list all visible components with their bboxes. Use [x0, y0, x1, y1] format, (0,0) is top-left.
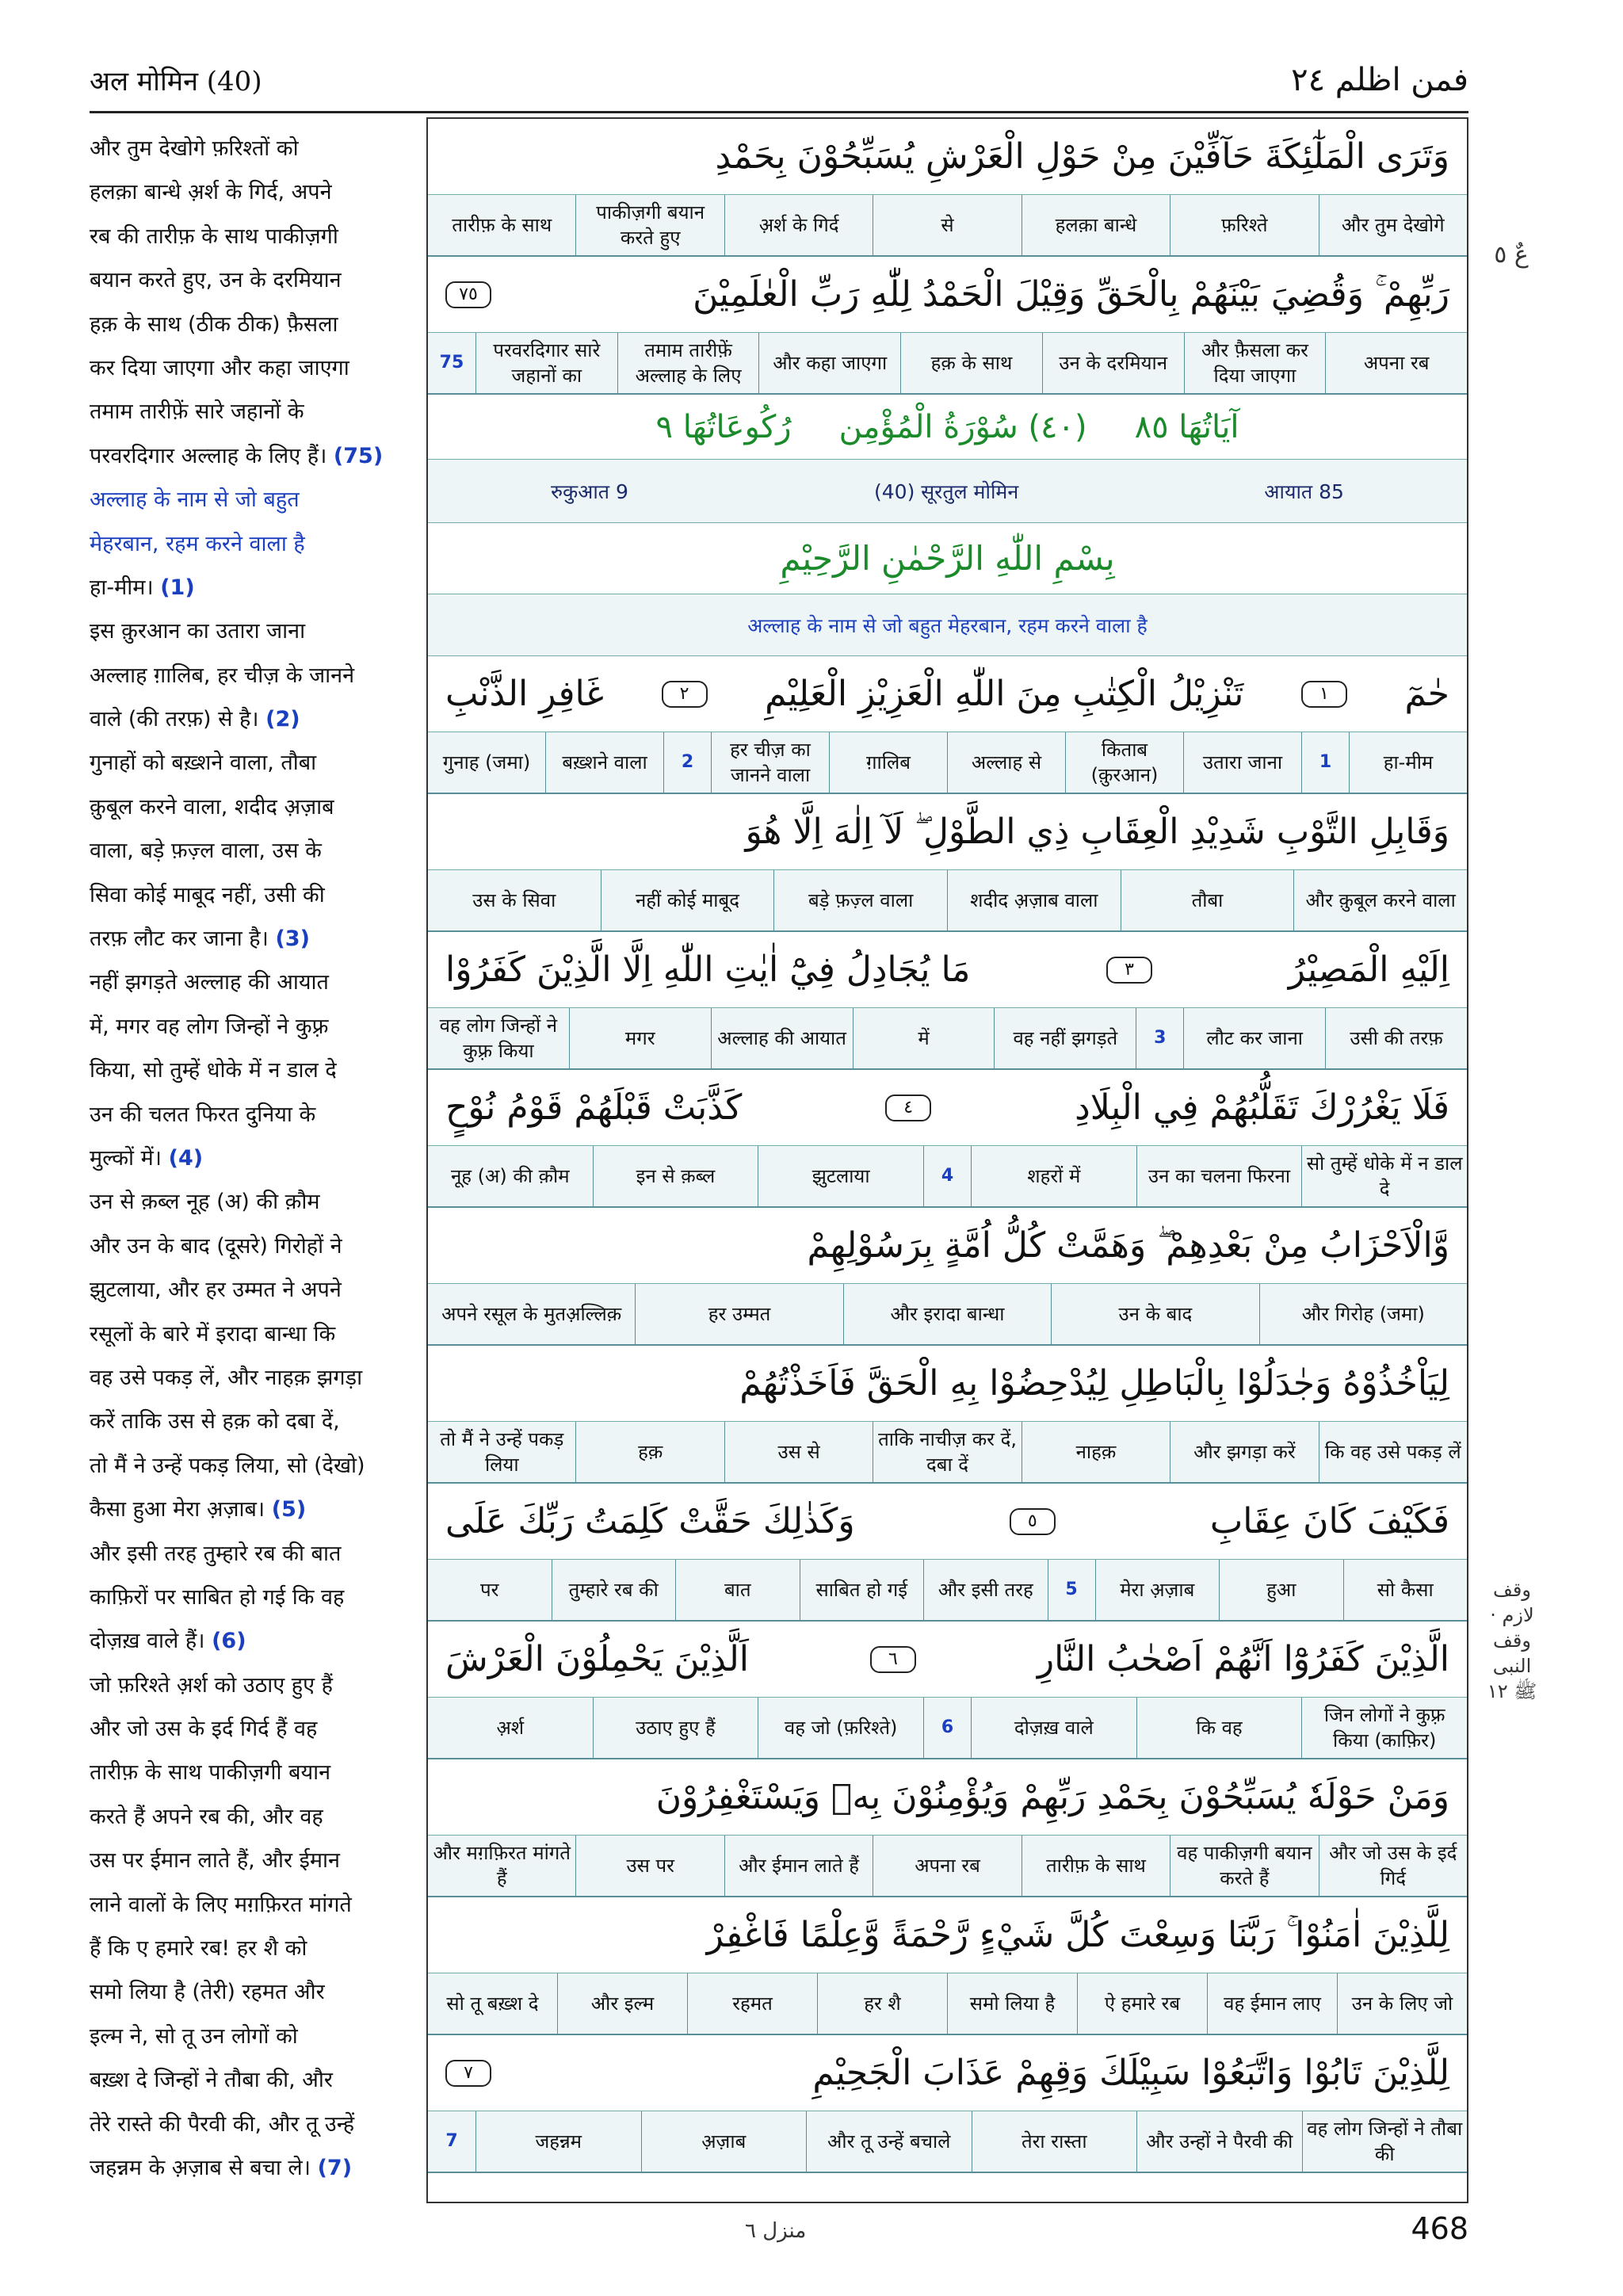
- word-meaning-cell: फ़रिश्ते: [1170, 195, 1318, 255]
- word-meaning-cell: उन के दरमियान: [1042, 333, 1184, 393]
- translation-text: और तुम देखोगे फ़रिश्तों को: [90, 136, 299, 161]
- word-meaning-cell: और क़ुबूल करने वाला: [1293, 870, 1467, 930]
- translation-grid-row: [428, 1422, 1467, 1484]
- arabic-text: حٰمٓ: [1404, 674, 1449, 714]
- translation-text: काफ़िरों पर साबित हो गई कि वह: [90, 1584, 345, 1610]
- arabic-text: فَلَا يَغْرُرْكَ تَقَلُّبُهُمْ فِي الْبِلَادِ: [1075, 1087, 1449, 1128]
- bismillah: بِسْمِ اللّٰهِ الرَّحْمٰنِ الرَّحِيْمِ: [428, 523, 1467, 594]
- word-meaning-cell: तो मैं ने उन्हें पकड़ लिया: [440, 1428, 564, 1476]
- word-meaning-cell: अ़र्श के गिर्द: [724, 195, 873, 255]
- word-meaning-cell: उन के लिए जो: [1337, 1973, 1467, 2034]
- waqf-marker: وقف لازم · وقف النبی ﷺ ١٢: [1487, 1579, 1537, 1702]
- translation-text: हक़ के साथ (ठीक ठीक) फ़ैसला: [90, 311, 338, 337]
- word-meaning-cell: अपना रब: [873, 1836, 1021, 1896]
- translation-text: नहीं झगड़ते अल्लाह की आयात: [90, 970, 329, 995]
- translation-line: [90, 829, 422, 873]
- translation-line: [90, 697, 422, 741]
- word-meaning-cell: उस पर: [575, 1836, 724, 1896]
- word-meaning-cell: और मग़फ़िरत मांगते हैं: [433, 1842, 571, 1889]
- translation-grid-row: [428, 1698, 1467, 1759]
- word-meaning-cell: उस से: [724, 1422, 873, 1482]
- translation-line: [90, 1312, 422, 1356]
- translation-text: मुल्कों में।: [90, 1145, 162, 1171]
- translation-line: [90, 215, 422, 258]
- translation-text: तरफ़ लौट कर जाना है।: [90, 926, 269, 952]
- word-meaning-cell: और इसी तरह: [923, 1560, 1048, 1620]
- translation-text: उन से क़ब्ल नूह (अ) की क़ौम: [90, 1190, 320, 1215]
- arabic-text: وَمَنْ حَوْلَهٗ يُسَبِّحُوْنَ بِحَمْدِ رَبِّهِمْ وَيُؤْمِنُوْنَ بِهٖ وَيَسْتَغْفِرُوْنَ: [655, 1777, 1449, 1817]
- arabic-text: وَتَرَى الْمَلٰٓئِكَةَ حَآفِّيْنَ مِنْ حَوْلِ الْعَرْشِ يُسَبِّحُوْنَ بِحَمْدِ: [715, 136, 1449, 177]
- word-meaning-cell: उठाए हुए हैं: [593, 1698, 758, 1758]
- translation-text: और इसी तरह तुम्हारे रब की बात: [90, 1541, 342, 1566]
- word-meaning-cell: साबित हो गई: [800, 1560, 924, 1620]
- arabic-text: فَكَيْفَ كَانَ عِقَابِ: [1209, 1501, 1449, 1541]
- word-meaning-cell: हलक़ा बान्धे: [1022, 195, 1170, 255]
- word-meaning-cell: और फ़ैसला कर दिया जाएगा: [1184, 333, 1326, 393]
- word-meaning-cell: समो लिया है: [947, 1973, 1077, 2034]
- word-meaning-cell: और इल्म: [557, 1973, 687, 2034]
- arabic-text: كَذَّبَتْ قَبْلَهُمْ قَوْمُ نُوْحٍ: [445, 1087, 743, 1128]
- translation-line: [90, 1005, 422, 1049]
- translation-text: दोज़ख़ वाले हैं।: [90, 1629, 205, 1654]
- translation-text: करते हैं अपने रब की, और वह: [90, 1804, 323, 1829]
- word-meaning-cell: झुटलाया: [758, 1146, 923, 1206]
- translation-text: बख़्श दे जिन्हों ने तौबा की, और: [90, 2068, 333, 2093]
- word-meaning-cell: तमाम तारीफ़ें अल्लाह के लिए: [617, 333, 759, 393]
- surah-ayat-count: آيَاتُهَا ٨٥: [1134, 408, 1239, 445]
- word-meaning-cell: अ़ज़ाब: [641, 2111, 807, 2172]
- translation-line: [90, 1488, 422, 1531]
- translation-text: सिवा कोई माबूद नहीं, उसी की: [90, 882, 325, 907]
- translation-line: [90, 1268, 422, 1312]
- word-meaning-cell: हुआ: [1219, 1560, 1343, 1620]
- translation-line: [90, 1707, 422, 1751]
- translation-text: करें ताकि उस से हक़ को दबा दें,: [90, 1409, 340, 1435]
- translation-line: [90, 2058, 422, 2102]
- arabic-line: [428, 1070, 1467, 1146]
- translation-text: झुटलाया, और हर उम्मत ने अपने: [90, 1278, 342, 1303]
- translation-line: [90, 346, 422, 390]
- arabic-text: لِلَّذِيْنَ اٰمَنُوْا ۚ رَبَّنَا وَسِعْتَ كُلَّ شَيْءٍ رَّحْمَةً وَّعِلْمًا فَاغْفِرْ: [706, 1915, 1449, 1955]
- ayah-number: (4): [168, 1145, 204, 1171]
- translation-text: गुनाहों को बख़्शने वाला, तौबा: [90, 751, 317, 776]
- translation-text: जहन्नम के अ़ज़ाब से बचा ले।: [90, 2155, 311, 2180]
- word-meaning-cell: और तू उन्हें बचाले: [806, 2111, 972, 2172]
- surah-ruku-info: रुकुआत 9: [551, 479, 628, 503]
- arabic-line: [428, 2035, 1467, 2111]
- arabic-line: [428, 1897, 1467, 1973]
- ayah-end-marker: ١: [1301, 681, 1347, 708]
- translation-text: जो फ़रिश्ते अ़र्श को उठाए हुए हैं: [90, 1672, 333, 1698]
- translation-text: हा-मीम।: [90, 575, 154, 600]
- ayah-end-marker: ٥: [1010, 1508, 1056, 1535]
- translation-grid-row: [428, 1836, 1467, 1897]
- word-meaning-cell: वह पाकीज़गी बयान करते हैं: [1170, 1836, 1318, 1896]
- word-meaning-cell: से: [873, 195, 1021, 255]
- translation-text: किया, सो तुम्हें धोके में न डाल दे: [90, 1058, 337, 1083]
- translation-text: क़ुबूल करने वाला, शदीद अ़ज़ाब: [90, 794, 334, 819]
- word-meaning-cell: लौट कर जाना: [1183, 1008, 1325, 1068]
- arabic-line: [428, 1346, 1467, 1422]
- word-meaning-cell: बख़्शने वाला: [545, 732, 663, 793]
- translation-line: [90, 1883, 422, 1927]
- translation-line: [90, 1664, 422, 1707]
- word-meaning-cell: ऐ हमारे रब: [1077, 1973, 1207, 2034]
- word-meaning-cell: और इरादा बान्धा: [843, 1284, 1051, 1344]
- ayah-number-cell: 7: [445, 2131, 458, 2151]
- word-meaning-cell: उसी की तरफ़: [1325, 1008, 1467, 1068]
- word-meaning-cell: और तुम देखोगे: [1319, 195, 1467, 255]
- arabic-text: وَّالْاَحْزَابُ مِنْ بَعْدِهِمْ ۖ وَهَمَّتْ كُلُّ اُمَّةٍ بِرَسُوْلِهِمْ: [807, 1225, 1449, 1266]
- translation-text: हलक़ा बान्धे अ़र्श के गिर्द, अपने: [90, 180, 332, 205]
- ruku-marker: عٌ ٥: [1494, 241, 1529, 269]
- ayah-number: (6): [212, 1629, 246, 1654]
- ayah-number-cell: 2: [663, 732, 711, 793]
- translation-text: इल्म ने, सो तू उन लोगों को: [90, 2023, 298, 2049]
- ayah-number: (5): [271, 1497, 307, 1522]
- word-meaning-cell: और ईमान लाते हैं: [724, 1836, 873, 1896]
- translation-line: [90, 1093, 422, 1137]
- word-meaning-cell: उतारा जाना: [1183, 732, 1301, 793]
- translation-column: [90, 127, 422, 2203]
- translation-line: [90, 1576, 422, 1619]
- translation-line: [90, 1927, 422, 1970]
- translation-text: रसूलों के बारे में इरादा बान्धा कि: [90, 1321, 336, 1347]
- translation-line: [90, 478, 422, 521]
- ayah-number-cell: 3: [1136, 1008, 1183, 1068]
- word-meaning-cell: मगर: [569, 1008, 711, 1068]
- word-meaning-cell: गुनाह (जमा): [442, 751, 531, 774]
- translation-line: [90, 1049, 422, 1092]
- translation-grid-row: [428, 2111, 1467, 2173]
- header-juz-name: فمن اظلم ٢٤: [1291, 62, 1468, 98]
- translation-grid-row: [428, 1560, 1467, 1622]
- translation-line: [90, 1751, 422, 1794]
- arabic-text: وَكَذٰلِكَ حَقَّتْ كَلِمَتُ رَبِّكَ عَلَى: [445, 1501, 855, 1541]
- word-meaning-cell: कि वह उसे पकड़ लें: [1319, 1422, 1467, 1482]
- word-meaning-cell: तारीफ़ के साथ: [452, 214, 552, 236]
- word-meaning-cell: नूह (अ) की क़ौम: [450, 1165, 570, 1187]
- arabic-line: [428, 1208, 1467, 1284]
- word-meaning-cell: तुम्हारे रब की: [552, 1560, 676, 1620]
- translation-text: रब की तारीफ़ के साथ पाकीज़गी: [90, 223, 338, 249]
- arabic-text: لِلَّذِيْنَ تَابُوْا وَاتَّبَعُوْا سَبِيْلَكَ وَقِهِمْ عَذَابَ الْجَحِيْمِ: [812, 2053, 1449, 2093]
- word-meaning-cell: किताब (क़ुरआन): [1065, 732, 1183, 793]
- word-meaning-cell: हर उम्मत: [635, 1284, 842, 1344]
- arabic-line: [428, 1622, 1467, 1698]
- arabic-text: رَبِّهِمْ ۚ وَقُضِيَ بَيْنَهُمْ بِالْحَقِّ وَقِيْلَ الْحَمْدُ لِلّٰهِ رَبِّ الْعٰلَمِيْنَ: [693, 274, 1449, 315]
- word-meaning-cell: परवरदिगार सारे जहानों का: [475, 333, 617, 393]
- translation-text: वाला, बड़े फ़ज़्ल वाला, उस के: [90, 839, 322, 864]
- ayah-number: (3): [275, 926, 310, 952]
- arabic-text: وَقَابِلِ التَّوْبِ شَدِيْدِ الْعِقَابِ ذِي الطَّوْلِ ۖ لَآ اِلٰهَ اِلَّا هُوَ: [745, 812, 1449, 852]
- translation-text: तमाम तारीफ़ें सारे जहानों के: [90, 399, 304, 425]
- word-meaning-cell: जिन लोगों ने कुफ़्र किया (काफ़िर): [1301, 1698, 1467, 1758]
- ayah-number-cell: 5: [1048, 1560, 1095, 1620]
- word-meaning-cell: हक़ के साथ: [900, 333, 1042, 393]
- translation-line: [90, 1839, 422, 1882]
- surah-name-arabic: (٤٠) سُوْرَةُ الْمُؤْمِن: [838, 408, 1087, 445]
- translation-line: [90, 434, 422, 478]
- arabic-line: [428, 1759, 1467, 1836]
- surah-title-bar: [428, 395, 1467, 460]
- translation-grid-row: [428, 1146, 1467, 1208]
- translation-text: हैं कि ए हमारे रब! हर शै को: [90, 1936, 307, 1962]
- translation-text: इस क़ुरआन का उतारा जाना: [90, 619, 306, 644]
- word-meaning-cell: और उन्हों ने पैरवी की: [1136, 2111, 1302, 2172]
- word-meaning-cell: वह लोग जिन्हों ने कुफ़्र किया: [439, 1014, 558, 1062]
- arabic-line: [428, 932, 1467, 1008]
- word-meaning-cell: जहन्नम: [475, 2111, 641, 2172]
- word-meaning-cell: शदीद अ़ज़ाब वाला: [947, 870, 1121, 930]
- ayah-number: (2): [265, 707, 300, 732]
- translation-text: लाने वालों के लिए मग़फ़िरत मांगते: [90, 1892, 352, 1917]
- translation-line: [90, 1137, 422, 1180]
- arabic-text: لِيَاْخُذُوْهُ وَجٰدَلُوْا بِالْبَاطِلِ لِيُدْحِضُوْا بِهِ الْحَقَّ فَاَخَذْتُهُمْ: [739, 1363, 1449, 1404]
- word-meaning-cell: ताकि नाचीज़ कर दें, दबा दें: [873, 1422, 1021, 1482]
- translation-text: तो मैं ने उन्हें पकड़ लिया, सो (देखो): [90, 1453, 365, 1478]
- translation-text: उन की चलत फिरत दुनिया के: [90, 1102, 316, 1127]
- translation-line: [90, 2103, 422, 2146]
- word-meaning-cell: सो तू बख़्श दे: [446, 1992, 539, 2015]
- word-meaning-cell: रहमत: [687, 1973, 817, 2034]
- arabic-text: مَا يُجَادِلُ فِيْٓ اٰيٰتِ اللّٰهِ اِلَّا الَّذِيْنَ كَفَرُوْا: [445, 949, 971, 990]
- translation-grid-row: [428, 1008, 1467, 1070]
- word-meaning-cell: ग़ालिब: [829, 732, 947, 793]
- arabic-text: اَلَّذِيْنَ يَحْمِلُوْنَ الْعَرْشَ: [445, 1639, 749, 1679]
- translation-text: समो लिया है (तेरी) रहमत और: [90, 1980, 325, 2005]
- surah-ruku-count: رُكُوعَاتُهَا ٩: [655, 408, 792, 445]
- word-meaning-cell: वह जो (फ़रिश्ते): [758, 1698, 923, 1758]
- word-meaning-cell: बात: [675, 1560, 800, 1620]
- translation-text: और जो उस के इर्द गिर्द हैं वह: [90, 1717, 318, 1742]
- word-meaning-cell: तारीफ़ के साथ: [1022, 1836, 1170, 1896]
- word-meaning-cell: सो तुम्हें धोके में न डाल दे: [1301, 1146, 1467, 1206]
- translation-line: [90, 1400, 422, 1443]
- ayah-end-marker: ٤: [885, 1095, 931, 1121]
- word-meaning-cell: में: [853, 1008, 995, 1068]
- translation-text: कर दिया जाएगा और कहा जाएगा: [90, 355, 349, 380]
- translation-line: [90, 127, 422, 170]
- translation-line: [90, 961, 422, 1004]
- translation-text: और उन के बाद (दूसरे) गिरोहों ने: [90, 1233, 342, 1259]
- translation-line: [90, 873, 422, 917]
- ayah-end-marker: ٧: [445, 2060, 491, 2087]
- translation-line: [90, 258, 422, 302]
- word-meaning-cell: कि वह: [1136, 1698, 1302, 1758]
- word-meaning-cell: उन का चलना फिरना: [1136, 1146, 1302, 1206]
- ayah-number: (1): [160, 575, 195, 600]
- translation-grid-row: [428, 333, 1467, 395]
- arabic-text: غَافِرِ الذَّنْبِ: [445, 674, 604, 714]
- word-meaning-cell: अल्लाह से: [947, 732, 1065, 793]
- arabic-line: [428, 656, 1467, 732]
- word-meaning-cell: और गिरोह (जमा): [1259, 1284, 1467, 1344]
- word-meaning-cell: पाकीज़गी बयान करते हुए: [575, 195, 724, 255]
- word-meaning-cell: शहरों में: [971, 1146, 1136, 1206]
- translation-text: बयान करते हुए, उन के दरमियान: [90, 268, 342, 293]
- translation-line: [90, 1795, 422, 1839]
- ayah-number: (7): [317, 2155, 353, 2180]
- translation-text: वाले (की तरफ़) से है।: [90, 707, 259, 732]
- word-meaning-cell: दोज़ख़ वाले: [971, 1698, 1136, 1758]
- translation-line: [90, 1444, 422, 1488]
- surah-name-info: (40) सूरतुल मोमिन: [874, 479, 1019, 503]
- translation-text: उस पर ईमान लाते हैं, और ईमान: [90, 1848, 340, 1874]
- translation-line: [90, 741, 422, 785]
- ayah-number-cell: 6: [923, 1698, 971, 1758]
- translation-line: [90, 917, 422, 961]
- ayah-end-marker: ٦: [870, 1646, 916, 1673]
- word-meaning-cell: और झगड़ा करें: [1170, 1422, 1318, 1482]
- translation-text: में, मगर वह लोग जिन्हों ने कुफ़्र: [90, 1014, 329, 1039]
- word-meaning-cell: उस के सिवा: [472, 889, 556, 911]
- word-meaning-cell: सो कैसा: [1343, 1560, 1468, 1620]
- word-meaning-cell: अल्लाह की आयात: [711, 1008, 853, 1068]
- translation-grid-row: [428, 870, 1467, 932]
- word-meaning-cell: अपना रब: [1325, 333, 1467, 393]
- word-meaning-cell: अ़र्श: [496, 1717, 525, 1739]
- translation-text: अल्लाह ग़ालिब, हर चीज़ के जानने: [90, 663, 355, 688]
- word-meaning-cell: तौबा: [1121, 870, 1294, 930]
- ayah-number: (75): [333, 443, 384, 468]
- translation-grid-row: [428, 195, 1467, 257]
- word-meaning-cell: हा-मीम: [1349, 732, 1467, 793]
- translation-line: [90, 654, 422, 697]
- bismillah-translation: अल्लाह के नाम से जो बहुत मेहरबान, रहम करने वाला है: [428, 594, 1467, 656]
- translation-grid-row: [428, 1284, 1467, 1346]
- arabic-line: [428, 119, 1467, 195]
- arabic-line: [428, 257, 1467, 333]
- ayah-number-cell: 1: [1301, 732, 1349, 793]
- ayah-number-cell: 75: [439, 353, 464, 372]
- translation-text: कैसा हुआ मेरा अ़ज़ाब।: [90, 1497, 265, 1522]
- translation-grid-row: [428, 1973, 1467, 2035]
- word-meaning-cell: और जो उस के इर्द गिर्द: [1319, 1836, 1467, 1896]
- translation-line: [90, 170, 422, 214]
- translation-text: मेहरबान, रहम करने वाला है: [90, 531, 305, 556]
- surah-ayat-info: आयात 85: [1264, 479, 1344, 503]
- word-meaning-cell: बड़े फ़ज़्ल वाला: [773, 870, 947, 930]
- translation-line: [90, 785, 422, 829]
- arabic-text: تَنْزِيْلُ الْكِتٰبِ مِنَ اللّٰهِ الْعَزِيْزِ الْعَلِيْمِ: [765, 674, 1244, 714]
- translation-text: अल्लाह के नाम से जो बहुत: [90, 487, 300, 513]
- arabic-text: اِلَيْهِ الْمَصِيْرُ: [1288, 949, 1449, 990]
- ayah-number-cell: 4: [923, 1146, 971, 1206]
- translation-line: [90, 1619, 422, 1663]
- header-rule: [90, 111, 1468, 113]
- word-meaning-cell: पर: [480, 1579, 499, 1601]
- word-meaning-cell: वह नहीं झगड़ते: [994, 1008, 1136, 1068]
- surah-info-bar: [428, 460, 1467, 523]
- word-meaning-cell: वह ईमान लाए: [1207, 1973, 1337, 2034]
- word-meaning-cell: इन से क़ब्ल: [593, 1146, 758, 1206]
- translation-line: [90, 1532, 422, 1576]
- translation-line: [90, 1356, 422, 1400]
- word-meaning-cell: वह लोग जिन्हों ने तौबा की: [1302, 2111, 1468, 2172]
- translation-line: [90, 566, 422, 609]
- translation-line: [90, 1224, 422, 1268]
- arabic-text: الَّذِيْنَ كَفَرُوْٓا اَنَّهُمْ اَصْحٰبُ النَّارِ: [1037, 1639, 1449, 1679]
- translation-line: [90, 2015, 422, 2058]
- word-meaning-cell: तेरा रास्ता: [972, 2111, 1137, 2172]
- translation-line: [90, 303, 422, 346]
- translation-text: तेरे रास्ते की पैरवी की, और तू उन्हें: [90, 2111, 355, 2137]
- translation-text: वह उसे पकड़ लें, और नाहक़ झगड़ा: [90, 1365, 363, 1390]
- translation-line: [90, 1180, 422, 1224]
- word-meaning-cell: मेरा अ़ज़ाब: [1095, 1560, 1220, 1620]
- arabic-line: [428, 794, 1467, 870]
- footer-manzil: منزل ٦: [745, 2219, 807, 2243]
- word-meaning-cell: नहीं कोई माबूद: [601, 870, 774, 930]
- word-meaning-cell: और कहा जाएगा: [758, 333, 900, 393]
- translation-line: [90, 1970, 422, 2014]
- word-meaning-cell: उन के बाद: [1051, 1284, 1258, 1344]
- word-meaning-cell: हर शै: [817, 1973, 947, 2034]
- translation-line: [90, 390, 422, 434]
- translation-line: [90, 2146, 422, 2190]
- word-by-word-table: [426, 117, 1468, 2203]
- arabic-line: [428, 1484, 1467, 1560]
- page-number: 468: [1411, 2211, 1468, 2246]
- translation-text: तारीफ़ के साथ पाकीज़गी बयान: [90, 1760, 331, 1786]
- word-meaning-cell: हर चीज़ का जानने वाला: [711, 732, 829, 793]
- translation-line: [90, 609, 422, 653]
- translation-grid-row: [428, 732, 1467, 794]
- header-surah-name: अल मोमिन (40): [90, 66, 262, 97]
- word-meaning-cell: अपने रसूल के मुतअ़ल्लिक़: [441, 1303, 622, 1325]
- ayah-end-marker: ٧٥: [445, 281, 491, 308]
- word-meaning-cell: हक़: [575, 1422, 724, 1482]
- translation-line: [90, 522, 422, 566]
- ayah-end-marker: ٣: [1106, 957, 1152, 984]
- word-meaning-cell: नाहक़: [1022, 1422, 1170, 1482]
- ayah-end-marker: ٢: [662, 681, 708, 708]
- translation-text: परवरदिगार अल्लाह के लिए हैं।: [90, 443, 327, 468]
